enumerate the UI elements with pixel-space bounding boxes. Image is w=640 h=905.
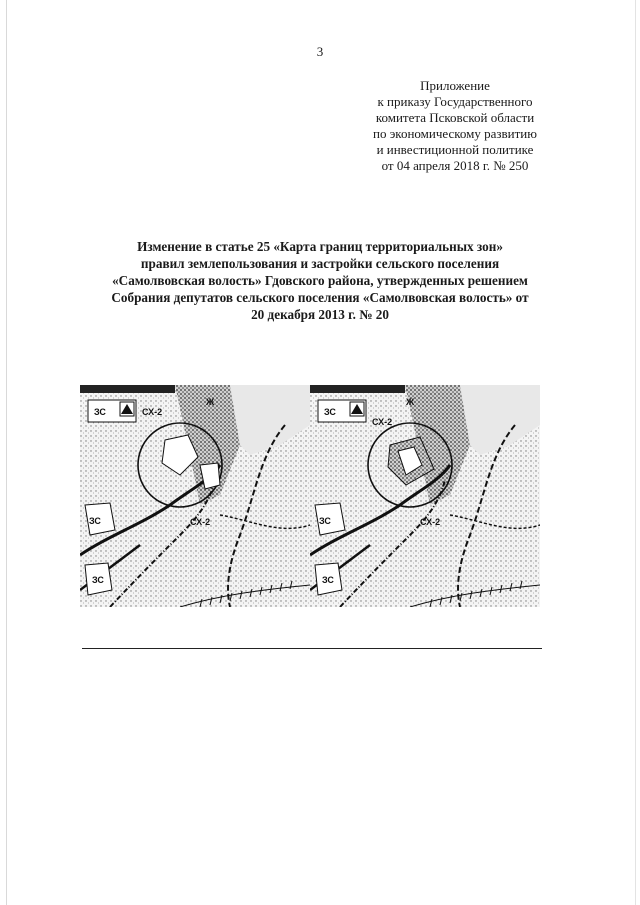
appendix-line: комитета Псковской области xyxy=(375,110,535,125)
appendix-line: и инвестиционной политике xyxy=(376,142,534,157)
map-label: ЗС xyxy=(319,516,331,526)
map-label: ЗС xyxy=(92,575,104,585)
map-before-drawing xyxy=(80,385,310,607)
map-label: Ж xyxy=(406,397,415,407)
title-line: правил землепользования и застройки сельского поселения xyxy=(140,256,500,271)
appendix-line: по экономическому развитию xyxy=(373,126,537,141)
title-line: «Самолвовская волость» Гдовского района, утвержденных решением xyxy=(112,273,528,288)
map-after-drawing xyxy=(310,385,540,607)
map-label: СХ-2 xyxy=(372,417,393,427)
map-label: ЗС xyxy=(322,575,334,585)
title-line: Собрания депутатов сельского поселения «Самолвовская волость» от xyxy=(111,290,529,305)
document-title xyxy=(70,238,570,323)
map-label: ЗС xyxy=(89,516,101,526)
page-edge-right xyxy=(635,0,636,905)
map-after xyxy=(310,385,540,607)
map-label: СХ-2 xyxy=(142,407,163,417)
title-line: Изменение в статье 25 «Карта границ территориальных зон» xyxy=(137,239,503,254)
map-label: СХ-2 xyxy=(190,517,211,527)
map-before xyxy=(80,385,310,607)
appendix-line: от 04 апреля 2018 г. № 250 xyxy=(381,158,529,173)
map-label: ЗС xyxy=(324,407,336,417)
page-edge-left xyxy=(6,0,7,905)
appendix-line: Приложение xyxy=(420,78,490,93)
appendix-line: к приказу Государственного xyxy=(377,94,533,109)
map-label: Ж xyxy=(206,397,215,407)
title-line: 20 декабря 2013 г. № 20 xyxy=(251,307,389,322)
appendix-block xyxy=(345,78,565,174)
map-label: СХ-2 xyxy=(420,517,441,527)
page-number: 3 xyxy=(316,44,324,59)
horizontal-rule xyxy=(82,648,542,649)
map-label: ЗС xyxy=(94,407,106,417)
